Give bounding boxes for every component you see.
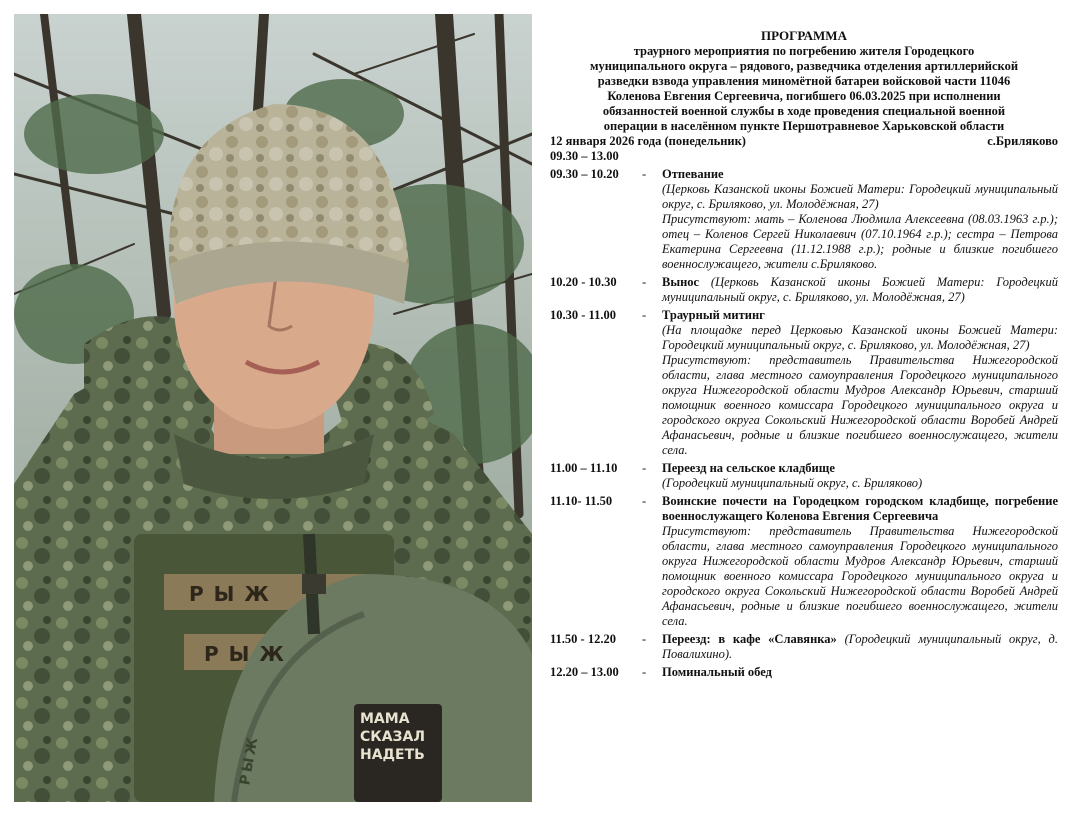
event-content bbox=[662, 167, 1058, 272]
event-note: (На площадке перед Церковью Казанской иконы Божией Матери: Городецкий муниципальный округ, с. Бриляково, ул. Молодёжная, 27) bbox=[662, 323, 1058, 352]
schedule-row bbox=[550, 167, 1058, 272]
event-title bbox=[662, 665, 1058, 680]
soldier-portrait-photo bbox=[14, 14, 532, 802]
event-title-text: Переезд на сельское кладбище bbox=[662, 461, 835, 475]
event-title bbox=[662, 167, 1058, 182]
schedule-row bbox=[550, 494, 1058, 629]
schedule-row bbox=[550, 461, 1058, 491]
event-content bbox=[662, 461, 1058, 491]
subtitle-line: Коленова Евгения Сергеевича, погибшего 06.03.2025 при исполнении bbox=[607, 89, 1001, 103]
patch-bottom-text: РЫЖ bbox=[204, 642, 294, 666]
subtitle-line: муниципального округа – рядового, разведчика отделения артиллерийской bbox=[589, 59, 1019, 73]
event-dash: - bbox=[642, 275, 647, 289]
event-note: Присутствуют: мать – Коленова Людмила Алексеевна (08.03.1963 г.р.); отец – Коленов Сергей Николаевич (07.10.1964 г.р.); сестра – Петрова Екатерина Сергеевна (11.12.1988 г.р.); родные и близкие погибшего военнослужащего, жители с.Бриляково. bbox=[662, 212, 1058, 271]
subtitle-line: обязанностей военной службы в ходе проведения специальной военной bbox=[602, 104, 1006, 118]
event-title bbox=[662, 632, 1058, 662]
event-title-text: Поминальный обед bbox=[662, 665, 772, 679]
event-dash: - bbox=[642, 308, 647, 322]
event-dash: - bbox=[642, 494, 647, 508]
event-title-text: Воинские почести на Городецком городском кладбище, погребение военнослужащего Коленова Евгения Сергеевича bbox=[662, 494, 1058, 523]
event-time: 11.50 - 12.20 bbox=[550, 632, 616, 646]
helmet-side-text: РЫЖ bbox=[237, 733, 262, 787]
event-location: (Церковь Казанской иконы Божией Матери: Городецкий муниципальный округ, с. Бриляково, ул. Молодёжная, 27) bbox=[662, 275, 1058, 304]
program-document bbox=[550, 28, 1058, 680]
event-title bbox=[662, 308, 1058, 323]
program-place: с.Бриляково bbox=[987, 134, 1058, 148]
event-time: 12.20 – 13.00 bbox=[550, 665, 619, 679]
schedule-row bbox=[550, 275, 1058, 305]
event-title bbox=[662, 275, 1058, 305]
portrait-illustration bbox=[14, 14, 532, 802]
program-date: 12 января 2026 года (понедельник) bbox=[550, 134, 746, 148]
event-title-text: Траурный митинг bbox=[662, 308, 765, 322]
event-note: (Церковь Казанской иконы Божией Матери: Городецкий муниципальный округ, с. Бриляково, ул. Молодёжная, 27) bbox=[662, 182, 1058, 211]
event-title-text: Переезд: в кафе «Славянка» bbox=[662, 632, 837, 646]
event-title-text: Отпевание bbox=[662, 167, 724, 181]
event-note: Присутствуют: представитель Правительства Нижегородской области, глава местного самоуправления Городецкого муниципального округа Нижегородской области Мудров Александр Юрьевич, старший помощник военного комиссара Городецкого муниципального округа и городского округа Сокольский Нижегородской области Воробей Андрей Афанасьевич, родные и близкие погибшего военнослужащего, жители села. bbox=[662, 524, 1058, 628]
event-time: 09.30 – 10.20 bbox=[550, 167, 619, 181]
event-dash: - bbox=[642, 167, 647, 181]
patch-top-text: РЫЖ bbox=[189, 582, 279, 606]
schedule-row bbox=[550, 632, 1058, 662]
event-content bbox=[662, 665, 1058, 680]
event-time: 11.00 – 11.10 bbox=[550, 461, 618, 475]
event-note: (Городецкий муниципальный округ, с. Бриляково) bbox=[662, 476, 923, 490]
schedule-row bbox=[550, 665, 1058, 680]
event-time: 10.20 - 10.30 bbox=[550, 275, 617, 289]
event-content bbox=[662, 632, 1058, 662]
event-time: 11.10- 11.50 bbox=[550, 494, 613, 508]
event-list bbox=[550, 167, 1058, 680]
subtitle-line: траурного мероприятия по погребению жителя Городецкого bbox=[633, 44, 975, 58]
overall-time: 09.30 – 13.00 bbox=[550, 149, 619, 163]
event-title-text: Вынос bbox=[662, 275, 700, 289]
program-title: ПРОГРАММА bbox=[761, 28, 847, 43]
event-content bbox=[662, 494, 1058, 629]
event-dash: - bbox=[642, 665, 647, 679]
event-dash: - bbox=[642, 632, 647, 646]
date-line bbox=[550, 134, 1058, 149]
event-time: 10.30 - 11.00 bbox=[550, 308, 616, 322]
event-title bbox=[662, 494, 1058, 524]
event-note: Присутствуют: представитель Правительства Нижегородской области, глава местного самоуправления Городецкого муниципального округа Нижегородской области Мудров Александр Юрьевич, старший помощник военного комиссара Городецкого муниципального округа и городского округа Сокольский Нижегородской области Воробей Андрей Афанасьевич, родные и близкие погибшего военнослужащего, жители села. bbox=[662, 353, 1058, 457]
event-content bbox=[662, 308, 1058, 458]
program-subtitle bbox=[550, 44, 1058, 134]
helmet-tag-text: МАМА СКАЗАЛ НАДЕТЬ bbox=[360, 711, 425, 763]
event-dash: - bbox=[642, 461, 647, 475]
schedule-row bbox=[550, 308, 1058, 458]
subtitle-line: операции в населённом пункте Першотравневое Харьковской области bbox=[603, 119, 1005, 133]
event-location: (Городецкий муниципальный округ, д. Повалихино). bbox=[662, 632, 1059, 661]
subtitle-line: разведки взвода управления миномётной батареи войсковой части 11046 bbox=[597, 74, 1011, 88]
event-title bbox=[662, 461, 1058, 476]
event-content bbox=[662, 275, 1058, 305]
